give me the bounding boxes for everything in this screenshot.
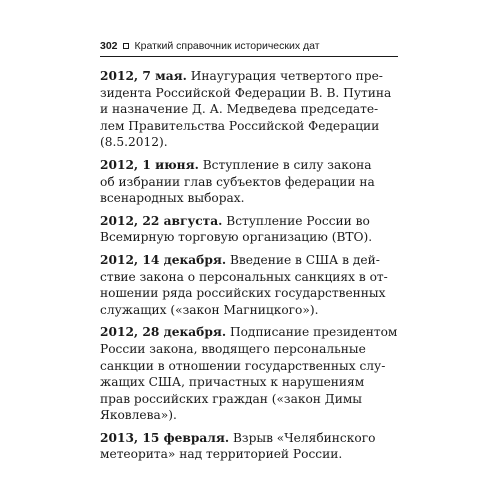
entry-date: 2012, 14 декабря.	[100, 252, 227, 267]
entry-text-line: (8.5.2012).	[100, 135, 168, 150]
entry-date: 2012, 7 мая.	[100, 69, 187, 83]
square-bullet-icon	[123, 43, 129, 49]
entry-text-line: Вступление в силу закона	[202, 157, 372, 172]
entry-text-line: Инаугурация четвертого пре-	[190, 69, 383, 83]
entry-text-line: жащих США, причастных к нарушениям	[100, 375, 365, 390]
chronology-entry	[100, 213, 398, 246]
entry-date: 2012, 1 июня.	[100, 157, 199, 172]
entry-text-line: России закона, вводящего персональные	[100, 341, 366, 356]
entry-text-line: об избрании глав субъектов федерации на	[100, 174, 375, 189]
entry-text-line: Вступление России во	[226, 213, 370, 228]
entry-text-line: ствие закона о персональных санкциях в от-	[100, 269, 388, 284]
entry-text-line: метеорита» над территорией России.	[100, 447, 343, 462]
entry-text-line: прав российских граждан («закон Димы	[100, 391, 362, 406]
entry-date: 2012, 28 декабря.	[100, 325, 227, 340]
chronology-entry	[100, 157, 398, 207]
chronology-entry	[100, 324, 398, 424]
entry-text-line: лем Правительства Российской Федерации	[100, 118, 380, 133]
chronology-entry	[100, 252, 398, 318]
running-head	[100, 39, 400, 53]
chronology-entries	[100, 68, 398, 469]
entry-text-line: Всемирную торговую организацию (ВТО).	[100, 230, 373, 245]
header-rule	[100, 56, 398, 57]
entry-text-line: Яковлева»).	[100, 408, 177, 423]
entry-text-line: зидента Российской Федерации В. В. Путина	[100, 85, 392, 100]
entry-text-line: Введение в США в дей-	[229, 252, 380, 267]
entry-date: 2013, 15 февраля.	[100, 430, 230, 445]
entry-date: 2012, 22 августа.	[100, 213, 223, 228]
entry-text-line: Взрыв «Челябинского	[232, 430, 376, 445]
entry-text-line: санкции в отношении государственных слу-	[100, 358, 386, 373]
entry-text-line: ношении ряда российских государственных	[100, 286, 386, 301]
chronology-entry	[100, 68, 398, 151]
entry-text-line: всенародных выборах.	[100, 191, 245, 206]
entry-text-line: и назначение Д. А. Медведева председате-	[100, 102, 379, 117]
entry-text-line: Подписание президентом	[229, 325, 398, 340]
book-title: Краткий справочник исторических дат	[134, 40, 320, 52]
chronology-entry	[100, 430, 398, 463]
entry-text-line: служащих («закон Магницкого»).	[100, 302, 319, 317]
page-number: 302	[100, 40, 118, 52]
